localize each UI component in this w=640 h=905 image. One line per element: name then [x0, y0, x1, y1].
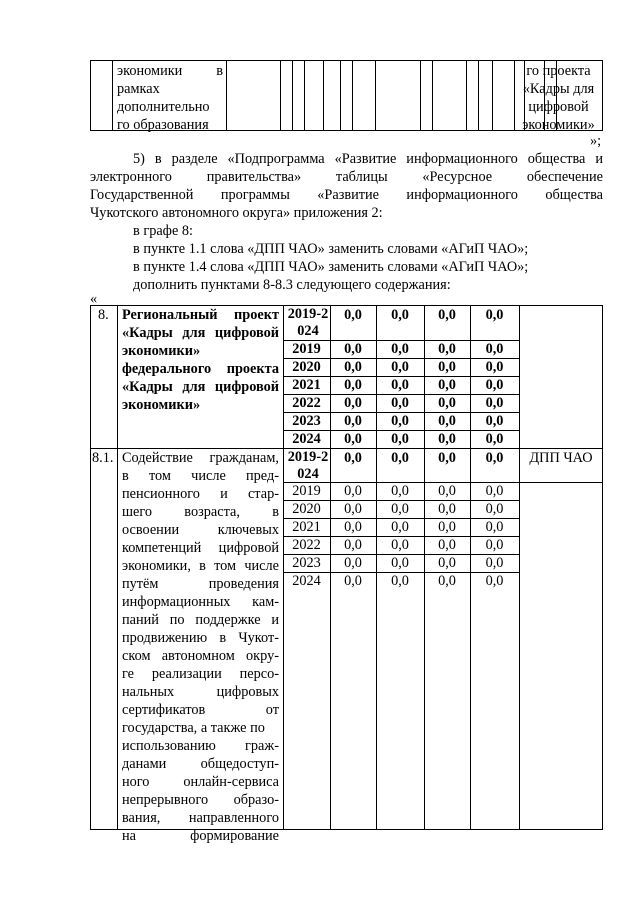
row8-year: 2022 [292, 395, 321, 411]
row8-value-cell: 0,0 [485, 431, 504, 447]
row8-year: 2019 [292, 341, 321, 357]
row81-value-cell: 0,0 [391, 519, 409, 535]
row81-value-cell: 0,0 [344, 483, 362, 499]
open-quote: « [90, 291, 98, 307]
row8-number: 8. [98, 307, 109, 323]
row81-value-cell: 0,0 [485, 483, 504, 499]
row8-value-cell: 0,0 [344, 359, 362, 375]
row8-value-cell: 0,0 [344, 413, 362, 429]
text-line: федерального проекта [122, 361, 279, 377]
text-line: данами общедоступ- [122, 756, 279, 772]
row8-value-cell: 0,0 [391, 341, 409, 357]
text-line: на формирование [122, 828, 279, 844]
text-line: сертификатов от [122, 702, 279, 718]
text-line: компетенций цифровой [122, 540, 279, 556]
text-line: освоении ключевых [122, 522, 279, 538]
row8-value-cell: 0,0 [391, 377, 409, 393]
row81-value-cell: 0,0 [485, 537, 504, 553]
row8-value-cell: 0,0 [438, 359, 456, 375]
row81-year-period: 2019-2024 [287, 449, 329, 482]
row81-year: 2023 [292, 555, 321, 571]
main-table [90, 305, 603, 844]
text-line: Региональный проект [122, 307, 279, 323]
top-left-text [117, 62, 223, 134]
text-line: «Кадры для цифровой [122, 325, 279, 341]
row8-value-cell: 0,0 [485, 395, 504, 411]
row81-value-cell: 0,0 [438, 519, 456, 535]
row81-name [122, 449, 279, 845]
text-line: непрерывного образо- [122, 792, 279, 808]
text-line: дополнительно [117, 99, 210, 115]
row81-value-cell: 0,0 [438, 537, 456, 553]
row81-value-cell: 0,0 [344, 537, 362, 553]
text-line: вания, направленного [122, 810, 279, 826]
top-table [90, 60, 603, 133]
row8-value-cell: 0,0 [344, 431, 362, 447]
row8-value-cell: 0,0 [391, 395, 409, 411]
text-line: Содействие гражданам, [122, 450, 279, 466]
row81-value-cell: 0,0 [344, 450, 362, 466]
row81-executor: ДПП ЧАО [529, 450, 593, 466]
row81-value-cell: 0,0 [391, 555, 409, 571]
text-line: продвижению в Чукот- [122, 630, 279, 646]
text-line: государства, а также по [122, 720, 265, 736]
instruction-line: в пункте 1.4 слова «ДПП ЧАО» заменить словами «АГиП ЧАО»; [133, 259, 529, 275]
text-line: информационных кам- [122, 594, 279, 610]
row81-value-cell: 0,0 [438, 555, 456, 571]
row8-value-cell: 0,0 [438, 413, 456, 429]
text-line: шего возраста, в [122, 504, 279, 520]
paragraph-line: Государственной программы «Развитие информационного общества [90, 187, 603, 203]
row8-value-cell: 0,0 [438, 341, 456, 357]
text-line: рамках [117, 81, 160, 97]
row8-value-cell: 0,0 [391, 359, 409, 375]
text-line: «Кадры для [522, 81, 595, 97]
row8-value-cell: 0,0 [485, 377, 504, 393]
row8-value-cell: 0,0 [344, 307, 362, 323]
text-line: экономики в [117, 63, 223, 79]
text-line: го проекта [526, 63, 591, 79]
text-line: ском автономном окру- [122, 648, 279, 664]
top-right-text [514, 62, 603, 134]
row8-value-cell: 0,0 [344, 377, 362, 393]
text-line: ге реализации персо- [122, 666, 279, 682]
row81-value-cell: 0,0 [485, 519, 504, 535]
text-line: го образования [117, 117, 209, 133]
row81-value-cell: 0,0 [485, 573, 504, 589]
row8-year: 2020 [292, 359, 321, 375]
row81-value-cell: 0,0 [485, 555, 504, 571]
row81-value-cell: 0,0 [344, 555, 362, 571]
row8-value-cell: 0,0 [485, 413, 504, 429]
text-line: экономики» [122, 343, 201, 359]
row81-value-cell: 0,0 [391, 483, 409, 499]
text-line: экономики» [522, 117, 595, 133]
row81-value-cell: 0,0 [438, 573, 456, 589]
text-line: паний по поддержке и [122, 612, 279, 628]
paragraph-line: Чукотского автономного округа» приложения 2: [90, 205, 383, 221]
row81-value-cell: 0,0 [344, 501, 362, 517]
row81-value-cell: 0,0 [344, 573, 362, 589]
instruction-line: в пункте 1.1 слова «ДПП ЧАО» заменить словами «АГиП ЧАО»; [133, 241, 529, 257]
row8-value-cell: 0,0 [438, 395, 456, 411]
text-line: использованию граж- [122, 738, 279, 754]
row8-value-cell: 0,0 [391, 307, 409, 323]
paragraph-line: электронного правительства» таблицы «Ресурсное обеспечение [90, 169, 603, 185]
row81-value-cell: 0,0 [438, 501, 456, 517]
row81-year: 2019 [292, 483, 321, 499]
text-line: путём проведения [122, 576, 279, 592]
row8-year: 2021 [292, 377, 321, 393]
row81-value-cell: 0,0 [438, 450, 456, 466]
text-line: «Кадры для цифровой [122, 379, 279, 395]
row81-number: 8.1. [92, 450, 114, 466]
row81-value-cell: 0,0 [438, 483, 456, 499]
row81-year: 2021 [292, 519, 321, 535]
row81-year: 2022 [292, 537, 321, 553]
row81-value-cell: 0,0 [485, 501, 504, 517]
text-line: цифровой [528, 99, 589, 115]
row8-value-cell: 0,0 [485, 359, 504, 375]
row81-value-cell: 0,0 [391, 573, 409, 589]
row8-year: 2024 [292, 431, 321, 447]
row8-value-cell: 0,0 [438, 307, 456, 323]
instruction-line: в графе 8: [133, 223, 193, 239]
instruction-line: дополнить пунктами 8-8.3 следующего содержания: [133, 277, 451, 293]
paragraph-line: 5) в разделе «Подпрограмма «Развитие информационного общества и [133, 151, 603, 167]
text-line: экономики» [122, 397, 201, 413]
row8-value-cell: 0,0 [438, 431, 456, 447]
row8-value-cell: 0,0 [391, 431, 409, 447]
row8-value-cell: 0,0 [344, 395, 362, 411]
row8-value-cell: 0,0 [391, 413, 409, 429]
row8-year: 2023 [292, 413, 321, 429]
row8-name [122, 306, 279, 414]
text-line: ного онлайн-сервиса [122, 774, 279, 790]
text-line: нальных цифровых [122, 684, 279, 700]
row81-value-cell: 0,0 [391, 537, 409, 553]
row81-year: 2020 [292, 501, 321, 517]
row81-value-cell: 0,0 [485, 450, 504, 466]
row81-year: 2024 [292, 573, 321, 589]
row81-value-cell: 0,0 [391, 501, 409, 517]
row8-value-cell: 0,0 [485, 341, 504, 357]
row8-value-cell: 0,0 [344, 341, 362, 357]
text-line: экономики, в том числе [122, 558, 279, 574]
closing-quote: »; [590, 133, 602, 149]
text-line: в том числе пред- [122, 468, 279, 484]
row8-value-cell: 0,0 [485, 307, 504, 323]
row81-value-cell: 0,0 [344, 519, 362, 535]
row81-value-cell: 0,0 [391, 450, 409, 466]
text-line: пенсионного и стар- [122, 486, 279, 502]
row8-value-cell: 0,0 [438, 377, 456, 393]
row8-year-period: 2019-2024 [287, 306, 329, 339]
